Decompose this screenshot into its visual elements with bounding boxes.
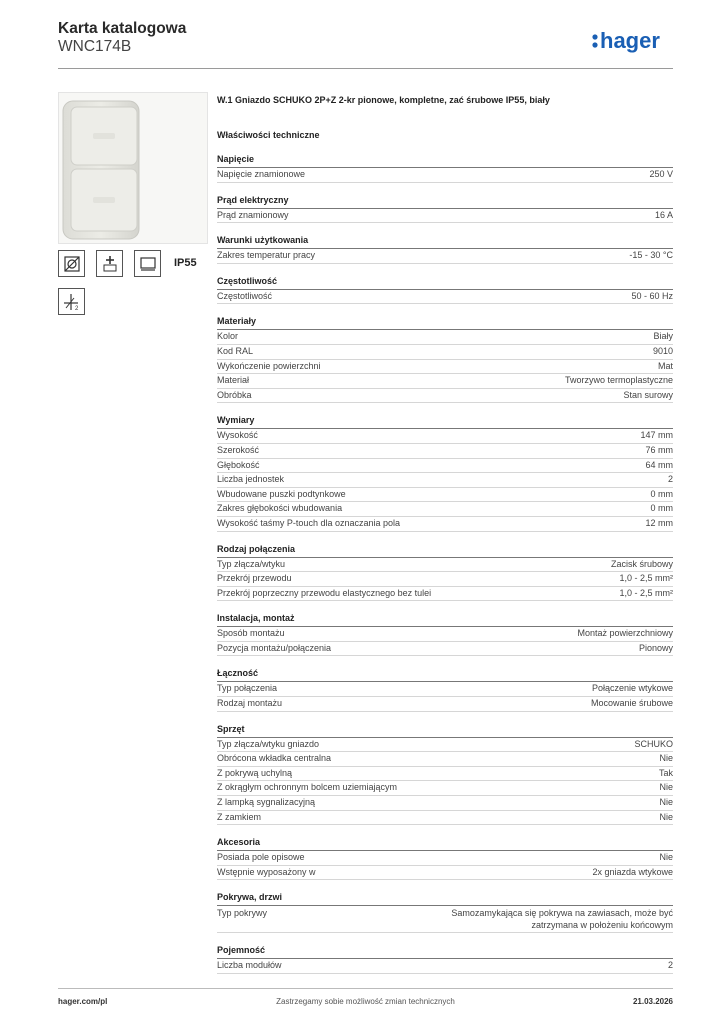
spec-value: Nie	[659, 797, 673, 808]
page-header	[58, 20, 673, 70]
spec-label: Pozycja montażu/połączenia	[217, 642, 332, 653]
page-footer	[58, 997, 673, 1009]
logo-text: hager	[600, 28, 660, 53]
spec-value: Tworzywo termoplastyczne	[564, 375, 673, 386]
spec-row	[217, 488, 673, 503]
spec-row	[217, 389, 673, 404]
spec-value: SCHUKO	[634, 738, 673, 749]
spec-value: Montaż powierzchniowy	[577, 628, 673, 639]
spec-row	[217, 587, 673, 602]
section-heading: Instalacja, montaż	[217, 613, 673, 627]
spec-section	[217, 613, 673, 656]
spec-row	[217, 502, 673, 517]
section-heading: Łączność	[217, 668, 673, 682]
spec-value: Biały	[653, 331, 673, 342]
spec-label: Zakres temperatur pracy	[217, 250, 316, 261]
spec-value: Stan surowy	[623, 389, 673, 400]
spec-value: Połączenie wtykowe	[591, 683, 673, 694]
spec-section	[217, 195, 673, 224]
surface-mount-icon	[134, 250, 161, 277]
product-image	[58, 92, 208, 244]
spec-label: Obrócona wkładka centralna	[217, 753, 332, 764]
spec-row	[217, 682, 673, 697]
spec-row	[217, 374, 673, 389]
spec-section	[217, 892, 673, 933]
footer-date: 21.03.2026	[632, 997, 673, 1006]
spec-value: 12 mm	[645, 517, 673, 528]
spec-row	[217, 627, 673, 642]
section-heading: Warunki użytkowania	[217, 235, 673, 249]
spec-row	[217, 290, 673, 305]
spec-row	[217, 473, 673, 488]
spec-row	[217, 906, 673, 933]
section-heading: Napięcie	[217, 154, 673, 168]
section-heading: Materiały	[217, 316, 673, 330]
spec-label: Napięcie znamionowe	[217, 169, 306, 179]
spec-section	[217, 837, 673, 880]
spec-row	[217, 558, 673, 573]
spec-section	[217, 945, 673, 974]
spec-section	[217, 724, 673, 826]
spec-value: Mocowanie śrubowe	[590, 698, 673, 709]
spec-label: Z lampką sygnalizacyjną	[217, 797, 316, 808]
doc-title: Karta katalogowa	[58, 20, 187, 37]
spec-label: Z okrągłym ochronnym bolcem uziemiającym	[217, 782, 398, 793]
spec-value: 64 mm	[645, 459, 673, 470]
spec-value: 1,0 - 2,5 mm²	[619, 587, 673, 598]
header-divider	[58, 68, 673, 69]
spec-content	[217, 95, 673, 986]
spec-value: 250 V	[649, 169, 673, 179]
spec-section	[217, 668, 673, 711]
spec-value: 2	[667, 474, 673, 485]
section-heading: Pojemność	[217, 945, 673, 959]
spec-label: Szerokość	[217, 444, 260, 455]
spec-label: Przekrój poprzeczny przewodu elastycznego bez tulei	[217, 587, 432, 598]
spec-row	[217, 429, 673, 444]
spec-value: Nie	[659, 811, 673, 822]
technical-properties-heading: Właściwości techniczne	[217, 130, 320, 140]
spec-row	[217, 360, 673, 375]
spec-label: Typ połączenia	[217, 683, 278, 694]
spec-label: Wysokość taśmy P-touch dla oznaczania pola	[217, 517, 401, 528]
spec-value: Nie	[659, 753, 673, 764]
spec-label: Liczba modułów	[217, 960, 282, 971]
spec-label: Sposób montażu	[217, 628, 285, 639]
spec-row	[217, 781, 673, 796]
spec-value: -15 - 30 °C	[629, 250, 673, 261]
spec-row	[217, 811, 673, 826]
spec-value: Pionowy	[638, 642, 673, 653]
spec-row	[217, 168, 673, 183]
spec-row	[217, 697, 673, 712]
hager-logo	[591, 26, 673, 54]
spec-label: Kod RAL	[217, 345, 254, 356]
spec-label: Obróbka	[217, 389, 252, 400]
section-heading: Rodzaj połączenia	[217, 544, 673, 558]
svg-text:2: 2	[74, 305, 78, 312]
spec-label: Głębokość	[217, 459, 260, 470]
spec-row	[217, 642, 673, 657]
spec-value: Nie	[659, 852, 673, 863]
spec-value: Nie	[659, 782, 673, 793]
spec-label: Posiada pole opisowe	[217, 852, 305, 863]
doc-product-code: WNC174B	[58, 38, 132, 55]
spec-row	[217, 959, 673, 974]
spec-row	[217, 330, 673, 345]
spec-section	[217, 316, 673, 403]
spec-section	[217, 415, 673, 531]
spec-row	[217, 796, 673, 811]
spec-value: Zacisk śrubowy	[610, 558, 673, 569]
flush-mount-icon	[58, 288, 85, 315]
spec-label: Z zamkiem	[217, 811, 262, 822]
spec-label: Z pokrywą uchylną	[217, 767, 293, 778]
spec-value: 9010	[652, 345, 673, 356]
spec-row	[217, 866, 673, 881]
spec-sections	[217, 154, 673, 974]
spec-label: Wykończenie powierzchni	[217, 360, 321, 371]
spec-label: Typ złącza/wtyku	[217, 558, 286, 569]
spec-value: Samozamykająca się pokrywa na zawiasach, może być zatrzymana w położeniu końcowym	[451, 908, 673, 931]
symbol-icons	[58, 250, 197, 278]
spec-row	[217, 209, 673, 224]
spec-value: 50 - 60 Hz	[631, 290, 673, 301]
spec-value: 2x gniazda wtykowe	[592, 866, 673, 877]
section-heading: Pokrywa, drzwi	[217, 892, 673, 906]
spec-row	[217, 767, 673, 782]
spec-label: Materiał	[217, 375, 250, 386]
ip-rating-label: IP55	[174, 257, 197, 269]
spec-value: 147 mm	[640, 430, 673, 441]
section-heading: Wymiary	[217, 415, 673, 429]
spec-label: Wysokość	[217, 430, 258, 441]
spec-label: Prąd znamionowy	[217, 209, 289, 220]
spec-section	[217, 154, 673, 183]
spec-row	[217, 249, 673, 264]
product-title: W.1 Gniazdo SCHUKO 2P+Z 2-kr pionowe, kompletne, zać śrubowe IP55, biały	[217, 95, 550, 105]
spec-label: Typ złącza/wtyku gniazdo	[217, 738, 320, 749]
spec-row	[217, 738, 673, 753]
spec-row	[217, 444, 673, 459]
spec-value: 0 mm	[650, 503, 673, 514]
spec-section	[217, 235, 673, 264]
spec-label: Zakres głębokości wbudowania	[217, 503, 343, 514]
spec-label: Kolor	[217, 331, 239, 342]
footer-disclaimer: Zastrzegamy sobie możliwość zmian technicznych	[276, 997, 455, 1006]
protective-earth-icon	[96, 250, 123, 277]
section-heading: Częstotliwość	[217, 276, 673, 290]
spec-label: Przekrój przewodu	[217, 573, 292, 584]
spec-row	[217, 459, 673, 474]
spec-row	[217, 517, 673, 532]
spec-value: Mat	[657, 360, 673, 371]
section-heading: Prąd elektryczny	[217, 195, 673, 209]
spec-label: Wbudowane puszki podtynkowe	[217, 488, 346, 499]
spec-section	[217, 276, 673, 305]
spec-label: Rodzaj montażu	[217, 698, 283, 709]
spec-value: 76 mm	[645, 444, 673, 455]
spec-value: 16 A	[654, 209, 673, 220]
spec-row	[217, 752, 673, 767]
footer-website: hager.com/pl	[58, 997, 108, 1006]
spec-section	[217, 544, 673, 602]
spec-value: 2	[667, 960, 673, 971]
section-heading: Akcesoria	[217, 837, 673, 851]
spec-label: Liczba jednostek	[217, 474, 285, 485]
spec-label: Wstępnie wyposażony w	[217, 866, 316, 877]
footer-divider	[58, 988, 673, 989]
spec-row	[217, 851, 673, 866]
spec-label: Typ pokrywy	[217, 908, 268, 919]
spec-value: Tak	[658, 767, 673, 778]
spec-value: 1,0 - 2,5 mm²	[619, 573, 673, 584]
section-heading: Sprzęt	[217, 724, 673, 738]
no-socket-outlet-icon	[58, 250, 85, 277]
spec-row	[217, 345, 673, 360]
spec-value: 0 mm	[650, 488, 673, 499]
spec-row	[217, 572, 673, 587]
spec-label: Częstotliwość	[217, 290, 273, 301]
